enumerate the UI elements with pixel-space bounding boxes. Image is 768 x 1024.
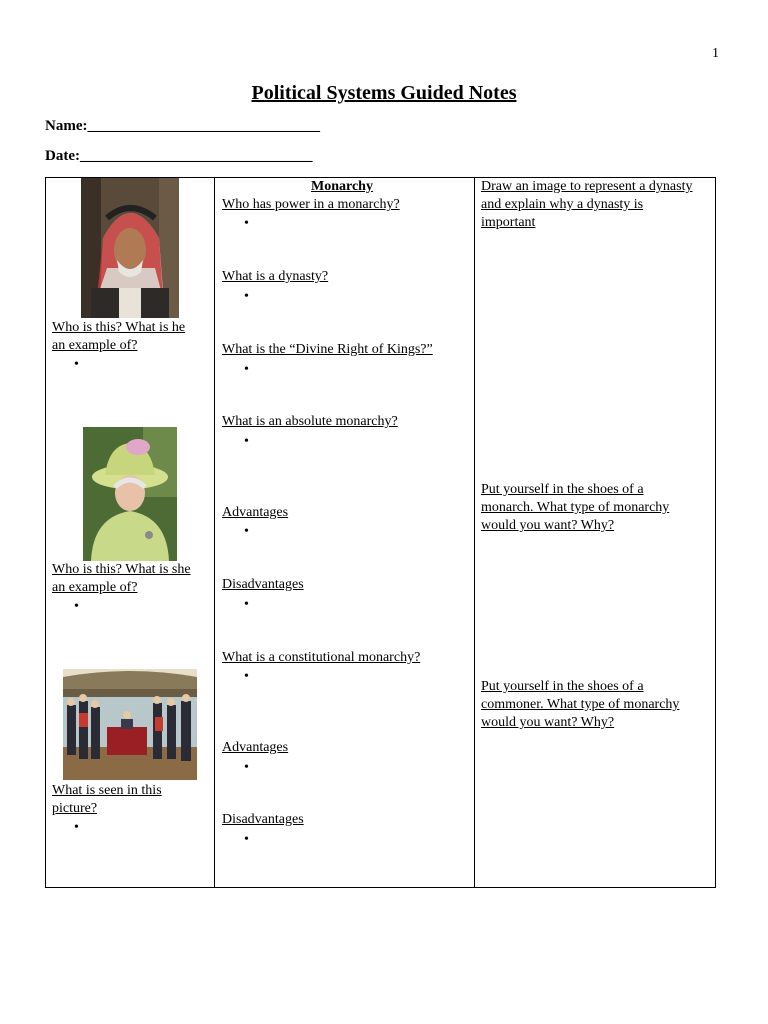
notes-table — [45, 177, 716, 888]
page-title: Political Systems Guided Notes — [251, 82, 517, 104]
column-divider — [474, 178, 475, 887]
question-absolute-monarchy: What is an absolute monarchy? — [222, 414, 398, 429]
answer-bullet: • — [74, 599, 79, 614]
prompt-commoner-shoes: commoner. What type of monarchy — [481, 697, 680, 712]
prompt-dynasty-drawing: Draw an image to represent a dynasty — [481, 179, 693, 194]
column-divider — [214, 178, 215, 887]
prompt-dynasty-drawing: important — [481, 215, 536, 230]
advantages-label: Advantages — [222, 740, 289, 755]
historical-scene-picture — [63, 669, 197, 780]
prompt-monarch-shoes: monarch. What type of monarchy — [481, 500, 670, 515]
king-photo — [81, 178, 179, 318]
prompt-monarch-shoes: would you want? Why? — [481, 518, 615, 533]
answer-bullet: • — [244, 289, 249, 304]
answer-bullet: • — [244, 669, 249, 684]
answer-bullet: • — [244, 597, 249, 612]
question-who-is-she: an example of? — [52, 580, 138, 595]
answer-bullet: • — [244, 832, 249, 847]
answer-bullet: • — [244, 524, 249, 539]
prompt-monarch-shoes: Put yourself in the shoes of a — [481, 482, 644, 497]
question-what-is-seen: What is seen in this — [52, 783, 162, 798]
prompt-dynasty-drawing: and explain why a dynasty is — [481, 197, 644, 212]
answer-bullet: • — [244, 216, 249, 231]
answer-bullet: • — [244, 362, 249, 377]
question-who-is-he: Who is this? What is he — [52, 320, 186, 335]
question-who-is-he: an example of? — [52, 338, 138, 353]
disadvantages-label: Disadvantages — [222, 577, 304, 592]
monarchy-heading: Monarchy — [311, 179, 373, 194]
answer-bullet: • — [74, 820, 79, 835]
advantages-label: Advantages — [222, 505, 289, 520]
answer-bullet: • — [244, 434, 249, 449]
date-field[interactable]: Date:_______________________________ — [45, 148, 313, 164]
question-what-is-seen: picture? — [52, 801, 98, 816]
name-field[interactable]: Name:_______________________________ — [45, 118, 320, 134]
question-who-has-power: Who has power in a monarchy? — [222, 197, 400, 212]
queen-photo — [83, 427, 177, 561]
prompt-commoner-shoes: Put yourself in the shoes of a — [481, 679, 644, 694]
answer-bullet: • — [244, 760, 249, 775]
question-dynasty: What is a dynasty? — [222, 269, 329, 284]
disadvantages-label: Disadvantages — [222, 812, 304, 827]
question-divine-right: What is the “Divine Right of Kings?” — [222, 342, 433, 357]
prompt-commoner-shoes: would you want? Why? — [481, 715, 615, 730]
question-who-is-she: Who is this? What is she — [52, 562, 191, 577]
answer-bullet: • — [74, 357, 79, 372]
question-constitutional-monarchy: What is a constitutional monarchy? — [222, 650, 421, 665]
page-number: 1 — [712, 46, 719, 61]
